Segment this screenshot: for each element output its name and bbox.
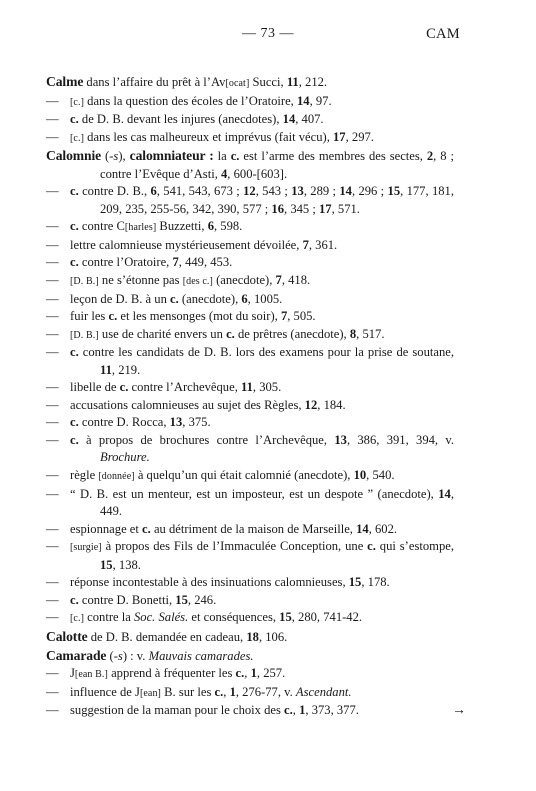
subentry: — lettre calomnieuse mystérieusement dévoilée, 7, 361.	[46, 237, 338, 252]
entry-camarade: Camarade (-s) : v. Mauvais camarades.	[46, 647, 254, 663]
subentry: — “ D. B. est un menteur, est un imposteur, est un despote ” (anecdote), 14, 449.	[46, 486, 454, 519]
page-header	[0, 26, 536, 46]
subentry: — règle [donnée] à quelqu’un qui était calomnié (anecdote), 10, 540.	[46, 468, 395, 483]
subentry: — J[ean B.] apprend à fréquenter les c., 1, 257.	[46, 666, 286, 681]
subentry: — espionnage et c. au détriment de la maison de Marseille, 14, 602.	[46, 521, 398, 536]
subentry: — [surgie] à propos des Fils de l’Immaculée Conception, une c. qui s’estompe, 15, 138.	[46, 539, 454, 572]
subentry: — leçon de D. B. à un c. (anecdote), 6, 1005.	[46, 291, 283, 306]
subentry: — suggestion de la maman pour le choix des c., 1, 373, 377. →	[46, 703, 466, 719]
entry-calomnie: Calomnie (-s), calomniateur : la c. est l’arme des membres des sectes, 2, 8 ; contre l’Evêque d’Asti, 4, 600-[603].	[46, 148, 455, 181]
index-body	[46, 73, 466, 720]
subentry: — c. à propos de brochures contre l’Archevêque, 13, 386, 391, 394, v. Brochure.	[46, 432, 454, 465]
entry-calme: Calme dans l’affaire du prêt à l’Av[ocat] Succi, 11, 212.	[46, 74, 328, 89]
subentry: — c. contre D. Bonetti, 15, 246.	[46, 592, 217, 607]
subentry: — [D. B.] use de charité envers un c. de prêtres (anecdote), 8, 517.	[46, 326, 385, 341]
page-number: — 73 —	[242, 26, 294, 41]
subentry: — c. contre C[harles] Buzzetti, 6, 598.	[46, 219, 243, 234]
subentry: — [c.] dans les cas malheureux et imprévus (fait vécu), 17, 297.	[46, 129, 374, 144]
subentry: — c. contre l’Oratoire, 7, 449, 453.	[46, 255, 233, 270]
subentry: — influence de J[ean] B. sur les c., 1, 276-77, v. Ascendant.	[46, 684, 352, 699]
subentry: — c. contre D. Rocca, 13, 375.	[46, 415, 211, 430]
subentry: — c. contre les candidats de D. B. lors des examens pour la prise de soutane, 11, 219.	[46, 345, 454, 377]
subentry: — fuir les c. et les mensonges (mot du soir), 7, 505.	[46, 309, 316, 324]
running-head: CAM	[426, 26, 460, 42]
subentry: — réponse incontestable à des insinuations calomnieuses, 15, 178.	[46, 575, 390, 590]
subentry: — c. contre D. B., 6, 541, 543, 673 ; 12, 543 ; 13, 289 ; 14, 296 ; 15, 177, 181, 209, 235, 255-56, 342, 390, 577 ; 16, 345 ; 17, 571.	[46, 184, 455, 216]
subentry: — libelle de c. contre l’Archevêque, 11, 305.	[46, 380, 282, 395]
subentry: — [c.] dans la question des écoles de l’Oratoire, 14, 97.	[46, 93, 332, 108]
subentry: — [c.] contre la Soc. Salés. et conséquences, 15, 280, 741-42.	[46, 610, 363, 625]
entry-calotte: Calotte de D. B. demandée en cadeau, 18, 106.	[46, 628, 288, 644]
subentry: — c. de D. B. devant les injures (anecdotes), 14, 407.	[46, 112, 324, 127]
subentry: — accusations calomnieuses au sujet des Règles, 12, 184.	[46, 397, 346, 412]
subentry: — [D. B.] ne s’étonne pas [des c.] (anecdote), 7, 418.	[46, 273, 311, 288]
